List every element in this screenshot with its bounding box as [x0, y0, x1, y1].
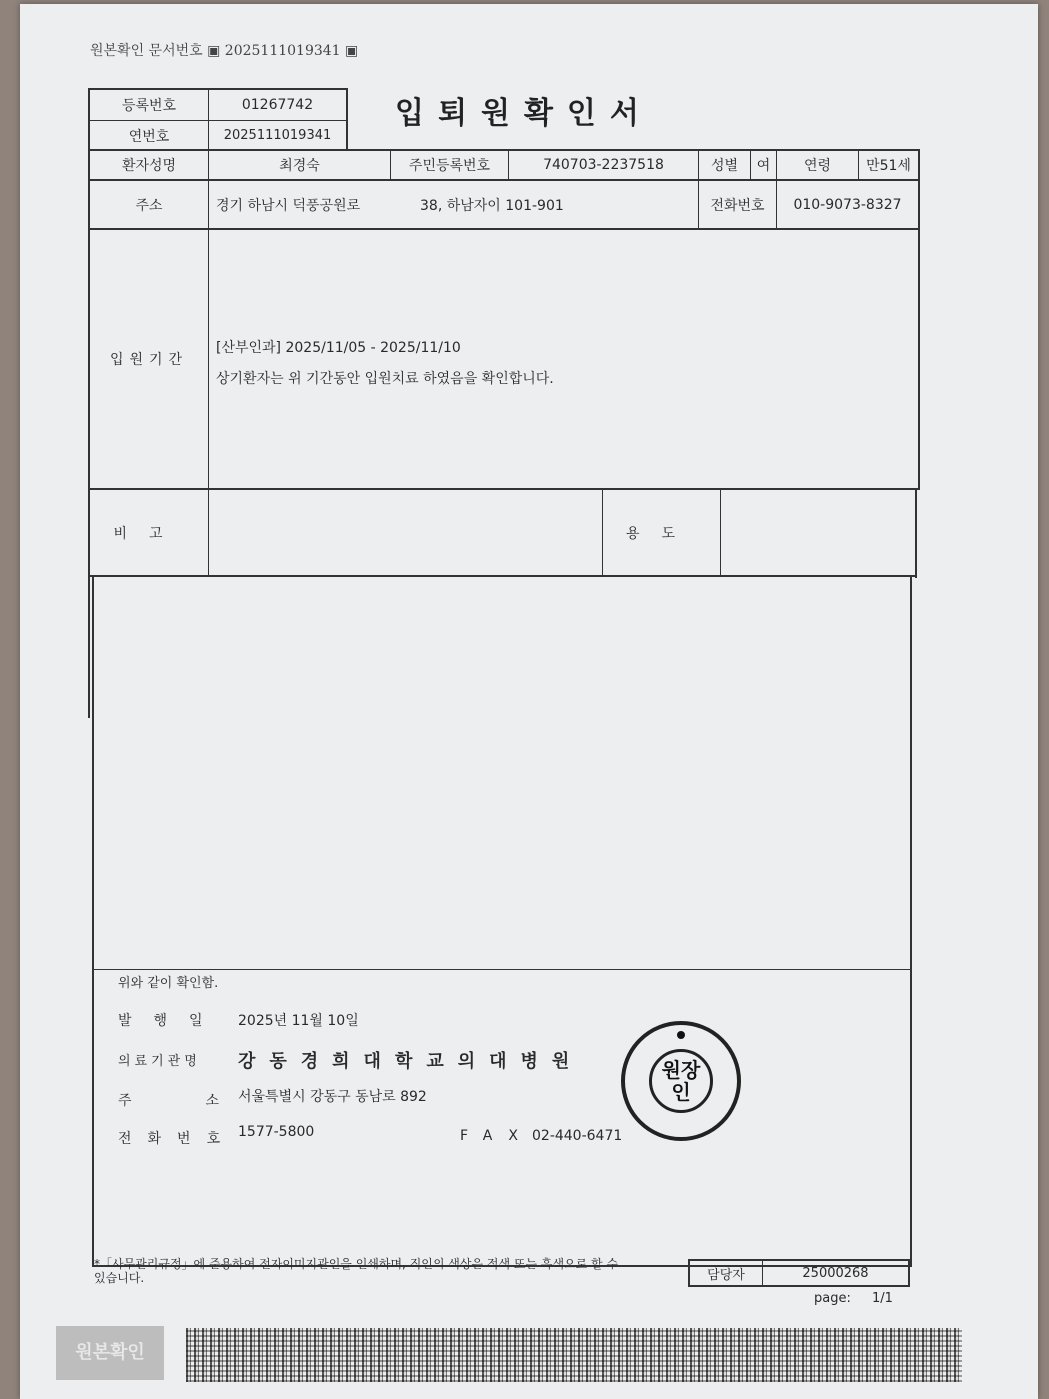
- seal-text-2: 인: [671, 1080, 691, 1104]
- doc-number: 2025111019341: [224, 43, 341, 59]
- resident-id: 740703-2237518: [543, 157, 664, 173]
- age-value: 만51세: [866, 158, 911, 174]
- issue-label: 발행일: [118, 1013, 225, 1029]
- purpose-label: 용도: [625, 525, 698, 542]
- document-page: [20, 4, 1038, 1399]
- reg-no: 01267742: [241, 97, 314, 113]
- stay-period-label: 입원기간: [109, 352, 189, 368]
- resident-id-label: 주민등록번호: [408, 158, 491, 174]
- staff-label: 담당자: [690, 1261, 763, 1285]
- fax-value: 02-440-6471: [532, 1128, 623, 1144]
- emboss-stamp: [56, 1326, 164, 1380]
- remarks-value: [209, 490, 602, 575]
- staff-id: 25000268: [802, 1265, 869, 1281]
- reg-no-label: 등록번호: [121, 98, 177, 114]
- age-label: 연령: [803, 158, 832, 174]
- page-label: page:: [814, 1291, 851, 1306]
- footer-notice-1: *「사무관리규정」에 준용하여 전자이미지관인을 인쇄하며, 직인의 색상은 적색 또는 흑색으로 할 수: [94, 1257, 619, 1271]
- phone-label: 전화번호: [710, 197, 765, 214]
- sex-value: 여: [756, 158, 771, 174]
- issue-date: 2025년 11월 10일: [238, 1013, 359, 1029]
- doc-number-line: [90, 40, 358, 60]
- patient-name-label: 환자성명: [121, 158, 177, 174]
- official-seal: [621, 1021, 741, 1141]
- stay-period: [산부인과] 2025/11/05 - 2025/11/10: [216, 340, 461, 356]
- address-line-2: 38, 하남자이 101-901: [420, 198, 564, 214]
- purpose-value: [721, 490, 915, 575]
- seal-text-1: 원장: [661, 1058, 701, 1082]
- staff-box: [688, 1259, 910, 1287]
- square-icon: ▣: [345, 43, 359, 59]
- institution-label: 의료기관명: [118, 1054, 201, 1069]
- address-line-1: 경기 하남시 덕풍공원로: [216, 198, 361, 214]
- verification-barcode: [186, 1328, 962, 1382]
- institution-address-label: 주소: [118, 1093, 294, 1109]
- serial-no: 2025111019341: [223, 128, 332, 143]
- square-icon: ▣: [207, 43, 225, 59]
- stay-statement: 상기환자는 위 기간동안 입원치료 하였음을 확인합니다.: [216, 371, 554, 387]
- address-label: 주소: [135, 197, 163, 214]
- institution-address: 서울특별시 강동구 동남로 892: [238, 1089, 427, 1105]
- footer-notice-2: 있습니다.: [94, 1271, 145, 1285]
- patient-name: 최경숙: [279, 158, 320, 174]
- sex-label: 성별: [710, 158, 739, 174]
- confirm-statement: 위와 같이 확인함.: [118, 976, 219, 991]
- institution-phone-label: 전화번호: [118, 1131, 237, 1147]
- phone-value: 010-9073-8327: [793, 196, 902, 213]
- fax-label: FAX: [460, 1128, 534, 1144]
- doc-number-label: 원본확인 문서번호: [90, 43, 203, 59]
- emboss-text: 원본확인: [75, 1342, 145, 1363]
- institution-name: 강동경희대학교의대병원: [238, 1051, 584, 1072]
- serial-label: 연번호: [128, 128, 170, 145]
- remarks-label: 비고: [113, 525, 185, 542]
- page-number: 1/1: [872, 1291, 893, 1306]
- institution-phone: 1577-5800: [238, 1124, 315, 1140]
- seal-dot: [677, 1031, 685, 1039]
- page-title: 입퇴원확인서: [395, 96, 653, 131]
